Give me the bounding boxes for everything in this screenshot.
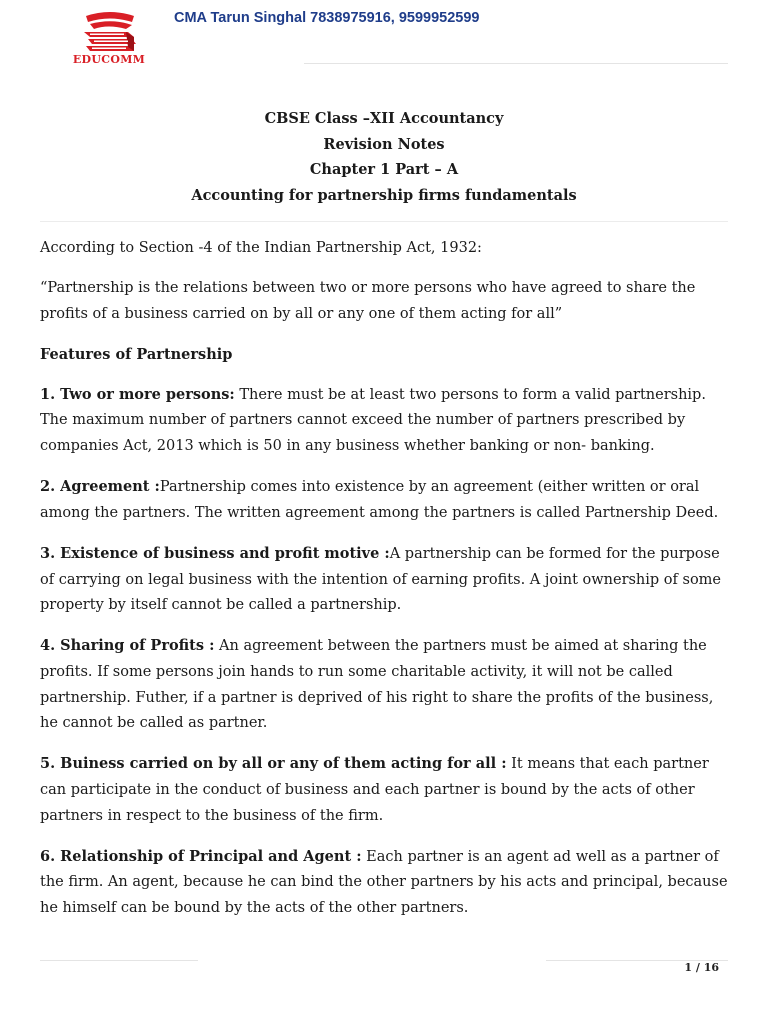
title-line-2: Revision Notes xyxy=(323,135,445,153)
feature-title: 2. Agreement : xyxy=(40,478,160,496)
feature-text: An agreement between the partners must be aimed at sharing the profits. If some persons join hands to run some charitable activity, it will not be called partnership. Futher, if a partner is deprived of his right to share the profits of the business, he cannot be called as partner. xyxy=(40,638,714,732)
logo-wordmark: EDUCOMM xyxy=(72,53,146,66)
title-line-4: Accounting for partnership firms fundamentals xyxy=(191,186,577,204)
title-divider xyxy=(40,221,728,222)
feature-title: 1. Two or more persons: xyxy=(40,385,235,403)
feature-text: There must be at least two persons to form a valid partnership. The maximum number of partners cannot exceed the number of partners prescribed by companies Act, 2013 which is 50 in any business whether banking or non- banking. xyxy=(40,386,706,455)
feature-item xyxy=(40,382,730,460)
document-title xyxy=(40,106,728,208)
header-divider xyxy=(304,63,728,64)
footer-divider-left xyxy=(40,960,198,961)
feature-title: 3. Existence of business and profit motive : xyxy=(40,544,390,562)
section-reference: According to Section -4 of the Indian Partnership Act, 1932: xyxy=(40,240,482,256)
feature-title: 6. Relationship of Principal and Agent : xyxy=(40,847,362,865)
page-header xyxy=(0,0,768,80)
feature-title: 4. Sharing of Profits : xyxy=(40,637,215,655)
feature-text: A partnership can be formed for the purpose of carrying on legal business with the intention of earning profits. A joint ownership of some property by itself cannot be called a partnership. xyxy=(40,545,722,614)
feature-text: Partnership comes into existence by an agreement (either written or oral among the partners. The written agreement among the partners is called Partnership Deed. xyxy=(40,479,719,521)
feature-item xyxy=(40,633,730,737)
books-stack-icon xyxy=(82,10,138,54)
feature-text: Each partner is an agent ad well as a partner of the firm. An agent, because he can bind the other partners by his acts and principal, because he himself can be bound by the acts of the other partners. xyxy=(40,848,728,917)
feature-item xyxy=(40,541,730,619)
page-number: 1 / 16 xyxy=(684,961,719,974)
feature-title: 5. Buiness carried on by all or any of them acting for all : xyxy=(40,755,507,773)
features-heading: Features of Partnership xyxy=(40,345,233,363)
title-line-1: CBSE Class –XII Accountancy xyxy=(264,110,504,127)
feature-item xyxy=(40,844,730,922)
educomm-logo xyxy=(66,10,152,68)
contact-info: CMA Tarun Singhal 7838975916, 9599952599 xyxy=(174,10,480,26)
feature-item xyxy=(40,474,730,526)
title-line-3: Chapter 1 Part – A xyxy=(309,161,459,178)
feature-item xyxy=(40,751,730,829)
partnership-definition: “Partnership is the relations between two or more persons who have agreed to share the profits of a business carried on by all or any one of them acting for all” xyxy=(40,280,696,322)
feature-text: It means that each partner can participate in the conduct of business and each partner is bound by the acts of other partners in respect to the business of the firm. xyxy=(40,756,709,824)
document-body xyxy=(40,236,730,936)
